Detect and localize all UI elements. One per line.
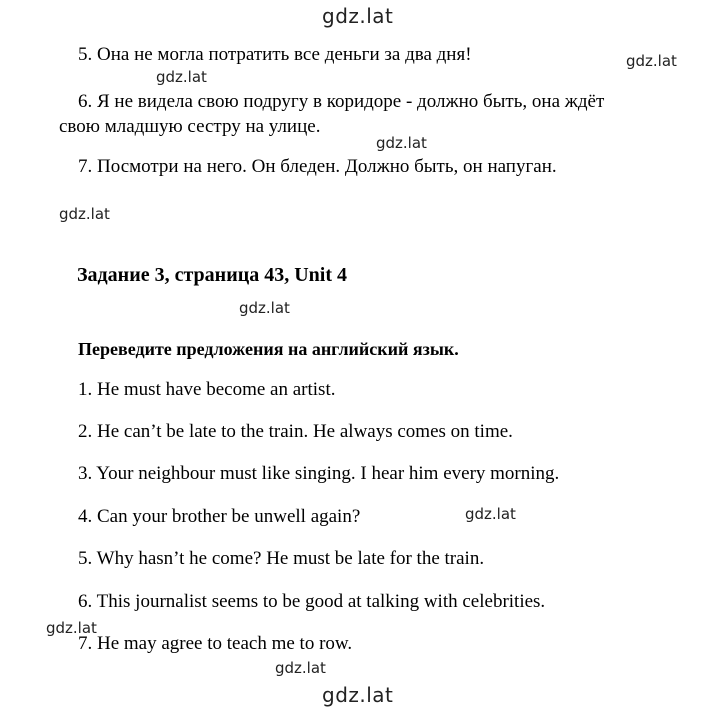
watermark: gdz.lat — [376, 134, 427, 152]
answer-line: 4. Can your brother be unwell again? — [78, 506, 361, 527]
watermark: gdz.lat — [59, 205, 110, 223]
answer-line: 7. He may agree to teach me to row. — [78, 633, 353, 654]
watermark: gdz.lat — [46, 619, 97, 637]
answer-line: 3. Your neighbour must like singing. I hear him every morning. — [78, 463, 560, 484]
russian-sentence-continuation: свою младшую сестру на улице. — [59, 116, 321, 137]
russian-sentence: 7. Посмотри на него. Он бледен. Должно быть, он напуган. — [78, 156, 557, 177]
watermark: gdz.lat — [322, 683, 394, 707]
watermark: gdz.lat — [322, 4, 394, 28]
answer-line: 5. Why hasn’t he come? He must be late for the train. — [78, 548, 485, 569]
watermark: gdz.lat — [465, 505, 516, 523]
answer-line: 1. He must have become an artist. — [78, 379, 336, 400]
watermark: gdz.lat — [626, 52, 677, 70]
task-instruction: Переведите предложения на английский язык. — [78, 339, 459, 359]
watermark: gdz.lat — [275, 659, 326, 677]
watermark: gdz.lat — [156, 68, 207, 86]
russian-sentence: 6. Я не видела свою подругу в коридоре - должно быть, она ждёт — [78, 91, 605, 112]
task-heading: Задание 3, страница 43, Unit 4 — [77, 264, 348, 286]
answer-line: 2. He can’t be late to the train. He always comes on time. — [78, 421, 513, 442]
russian-sentence: 5. Она не могла потратить все деньги за два дня! — [78, 44, 472, 65]
answer-line: 6. This journalist seems to be good at talking with celebrities. — [78, 591, 546, 612]
watermark: gdz.lat — [239, 299, 290, 317]
